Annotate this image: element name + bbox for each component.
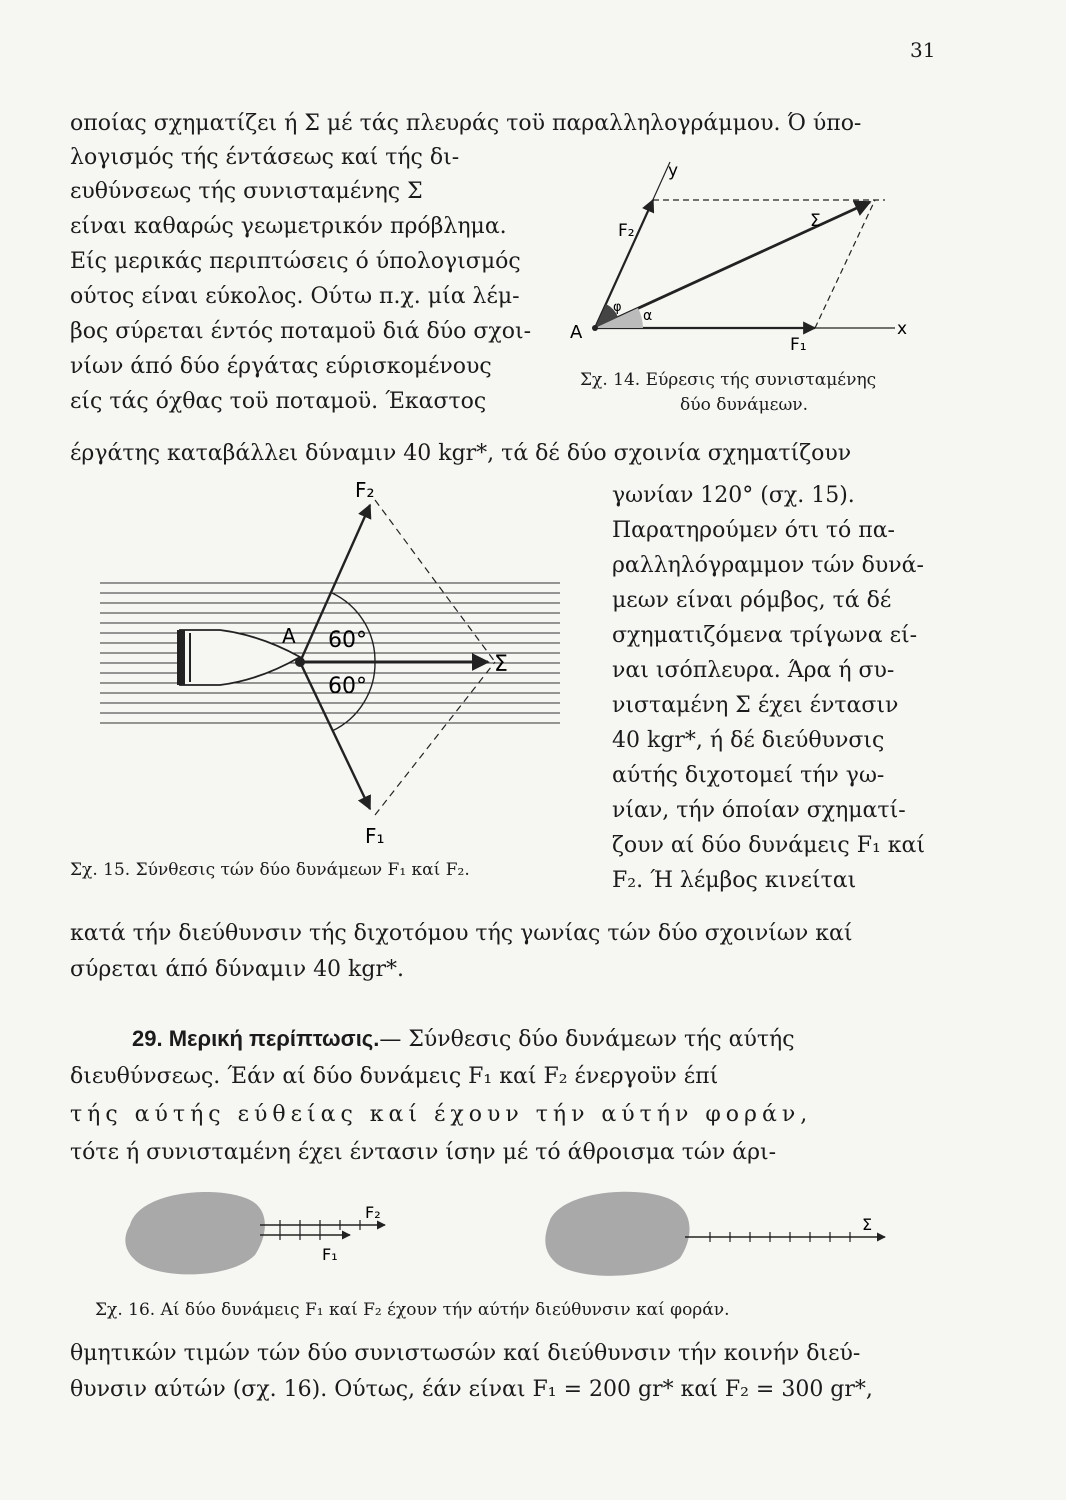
section-title-rest: — Σύνθεσις δύο δυνάμεων τής αύτής bbox=[379, 1027, 795, 1052]
text-line: F₂. Ή λέμβος κινείται bbox=[612, 868, 857, 893]
label-x: x bbox=[897, 319, 908, 339]
object-body-left bbox=[125, 1192, 265, 1274]
text-line: είς τάς όχθας τοϋ ποταμοϋ. Έκαστος bbox=[70, 389, 487, 414]
text-line: λογισμός τής έντάσεως καί τής δι- bbox=[70, 145, 460, 170]
figure-16 bbox=[110, 1180, 910, 1290]
text-line: ναι ισόπλευρα. Άρα ή συ- bbox=[612, 658, 895, 683]
label-y: y bbox=[668, 161, 679, 181]
section-heading-line bbox=[132, 1025, 795, 1054]
label-sigma: Σ bbox=[810, 211, 821, 231]
text-line: θυνσιν αύτών (σχ. 16). Ούτως, έάν είναι F₁ = 200 gr* καί F₂ = 300 gr*, bbox=[70, 1377, 873, 1402]
page-number: 31 bbox=[910, 38, 936, 62]
figure-14-caption: δύο δυνάμεων. bbox=[680, 395, 809, 415]
text-line: ραλληλόγραμμον τών δυνά- bbox=[612, 553, 924, 578]
label-a: A bbox=[282, 624, 296, 648]
label-angle-top: 60° bbox=[328, 628, 367, 653]
figure-14 bbox=[570, 140, 930, 360]
dashed-right bbox=[815, 200, 875, 328]
text-line: γωνίαν 120° (σχ. 15). bbox=[612, 483, 855, 508]
text-line: τής αύτής εύθείας καί έχουν τήν αύτήν φοράν, bbox=[70, 1102, 813, 1127]
label-sigma: Σ bbox=[862, 1215, 873, 1234]
text-line: σχηματιζόμενα τρίγωνα εί- bbox=[612, 623, 918, 648]
label-f2: F₂ bbox=[355, 478, 375, 502]
text-line: ευθύνσεως τής συνισταμένης Σ bbox=[70, 179, 423, 204]
text-line: τότε ή συνισταμένη έχει έντασιν ίσην μέ τό άθροισμα τών άρι- bbox=[70, 1140, 777, 1165]
text-line: κατά τήν διεύθυνσιν τής διχοτόμου τής γωνίας τών δύο σχοινίων καί bbox=[70, 921, 853, 946]
text-line: 40 kgr*, ή δέ διεύθυνσις bbox=[612, 728, 885, 753]
figure-15 bbox=[70, 475, 580, 855]
text-line: έργάτης καταβάλλει δύναμιν 40 kgr*, τά δέ δύο σχοινία σχηματίζουν bbox=[70, 441, 852, 466]
text-line: ούτος είναι εύκολος. Ούτω π.χ. μία λέμ- bbox=[70, 284, 520, 309]
text-line: θμητικών τιμών τών δύο συνιστωσών καί διεύθυνσιν τήν κοινήν διεύ- bbox=[70, 1341, 861, 1366]
label-alpha: α bbox=[643, 308, 653, 324]
figure-15-caption: Σχ. 15. Σύνθεσις τών δύο δυνάμεων F₁ καί F₂. bbox=[70, 860, 470, 880]
text-line: σύρεται άπό δύναμιν 40 kgr*. bbox=[70, 957, 404, 982]
figure-16-caption: Σχ. 16. Αί δύο δυνάμεις F₁ καί F₂ έχουν τήν αύτήν διεύθυνσιν καί φοράν. bbox=[95, 1300, 730, 1320]
text-line: νισταμένη Σ έχει έντασιν bbox=[612, 693, 899, 718]
label-f1: F₁ bbox=[322, 1245, 338, 1264]
label-f1: F₁ bbox=[365, 824, 385, 848]
text-line: είναι καθαρώς γεωμετρικόν πρόβλημα. bbox=[70, 214, 507, 239]
text-line: βος σύρεται έντός ποταμοϋ διά δύο σχοι- bbox=[70, 319, 532, 344]
text-line: αύτής διχοτομεί τήν γω- bbox=[612, 763, 885, 788]
label-f2: F₂ bbox=[365, 1203, 381, 1222]
label-f1: F₁ bbox=[790, 335, 807, 355]
text-line: ζουν αί δύο δυνάμεις F₁ καί bbox=[612, 833, 926, 858]
object-body-right bbox=[545, 1192, 689, 1276]
figure-14-caption: Σχ. 14. Εύρεσις τής συνισταμένης bbox=[580, 370, 877, 390]
section-title: 29. Μερική περίπτωσις. bbox=[132, 1026, 380, 1051]
dashed-side bbox=[375, 500, 495, 662]
text-line: οποίας σχηματίζει ή Σ μέ τάς πλευράς τοϋ παραλληλογράμμου. Ό ύπο- bbox=[70, 111, 862, 136]
label-sigma: Σ bbox=[494, 652, 508, 677]
river-water-lines bbox=[100, 583, 560, 723]
label-a: A bbox=[570, 322, 583, 343]
text-line: Είς μερικάς περιπτώσεις ό ύπολογισμός bbox=[70, 249, 521, 274]
label-f2: F₂ bbox=[618, 221, 635, 241]
dashed-side bbox=[375, 662, 495, 815]
text-line: διευθύνσεως. Έάν αί δύο δυνάμεις F₁ καί F₂ ένεργοϋν έπί bbox=[70, 1064, 719, 1089]
label-phi: φ bbox=[613, 300, 622, 315]
text-line: νίαν, τήν όποίαν σχηματί- bbox=[612, 798, 906, 823]
label-angle-bottom: 60° bbox=[328, 674, 367, 699]
text-line: νίων άπό δύο έργάτας εύρισκομένους bbox=[70, 354, 492, 379]
text-line: Παρατηρούμεν ότι τό πα- bbox=[612, 518, 895, 543]
text-line: μεων είναι ρόμβος, τά δέ bbox=[612, 588, 892, 613]
